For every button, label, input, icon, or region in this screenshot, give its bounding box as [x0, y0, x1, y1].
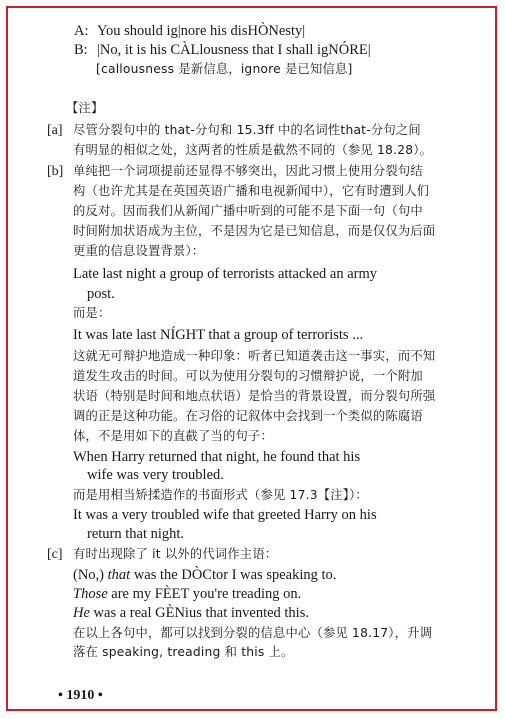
note-b-cont-line-5: 体，不是用如下的直截了当的句子： [73, 429, 273, 443]
pronoun-example-1-rest: was the DÒCtor I was speaking to. [130, 567, 337, 583]
note-c-end-line-1: 在以上各句中，都可以找到分裂的信息中心（参见 18.17），升调 [73, 626, 433, 640]
pronoun-example-3 [73, 606, 309, 621]
example-b-label: B: [74, 42, 88, 58]
note-a-line-2: 有明显的相似之处，这两者的性质是截然不同的（参见 18.28）。 [73, 143, 433, 157]
example-sentence-3-line-2: wife was very troubled. [87, 467, 224, 483]
example-sentence-2: It was late last NÍGHT that a group of terrorists ... [73, 327, 364, 343]
note-b-cont-line-6: 而是用相当矫揉造作的书面形式（参见 17.3【注】）： [73, 488, 368, 502]
page-number: • 1910 • [58, 688, 103, 703]
pronoun-example-2-pronoun: Those [73, 586, 108, 602]
note-a-label: [a] [47, 123, 63, 138]
note-b-line-4: 时间附加状语成为主位，不是因为它是已知信息，而是仅仅为后面 [73, 224, 436, 238]
pronoun-example-3-pronoun: He [73, 605, 90, 621]
er-shi-label: 而是： [73, 306, 111, 320]
pronoun-example-2 [73, 587, 301, 602]
pronoun-example-1-pre: (No,) [73, 567, 108, 583]
pronoun-example-2-rest: are my FÈET you're treading on. [107, 586, 302, 602]
note-b-cont-line-3: 状语（特别是时间和地点状语）是恰当的背景设置，而分裂句所强 [73, 389, 436, 403]
pronoun-example-1 [73, 568, 336, 583]
note-b-line-5: 更重的信息设置背景）： [73, 244, 205, 258]
note-c-label: [c] [47, 547, 63, 562]
note-c-intro: 有时出现除了 it 以外的代词作主语： [73, 547, 278, 561]
example-note: [callousness 是新信息，ignore 是已知信息] [96, 62, 353, 76]
note-b-cont-line-1: 这就无可辩护地造成一种印象：听者已知道袭击这一事实，而不知 [73, 349, 436, 363]
note-b-line-2: 构（也许尤其是在英国英语广播和电视新闻中），它有时遭到人们 [73, 184, 430, 198]
example-a-text: You should ig|nore his disHÒNesty| [97, 23, 306, 39]
note-b-line-3: 的反对。因而我们从新闻广播中听到的可能不是下面一句（句中 [73, 204, 423, 218]
note-b-cont-line-2: 道发生攻击的时间。可以为使用分裂句的习惯辩护说，一个附加 [73, 369, 423, 383]
notes-heading: 【注】 [66, 101, 104, 115]
pronoun-example-3-rest: was a real GÈNius that invented this. [89, 605, 309, 621]
example-sentence-4-line-2: return that night. [87, 526, 185, 542]
note-b-cont-line-4: 调的正是这种功能。在习俗的记叙体中会找到一个类似的陈腐语 [73, 409, 423, 423]
example-sentence-4-line-1: It was a very troubled wife that greeted Harry on his [73, 507, 377, 523]
example-sentence-1-line-1: Late last night a group of terrorists attacked an army [73, 266, 377, 282]
example-sentence-3-line-1: When Harry returned that night, he found that his [73, 449, 361, 465]
example-b-text: |No, it is his CÀLlousness that I shall igNÓRE| [97, 42, 371, 58]
note-c-end-line-2: 落在 speaking, treading 和 this 上。 [73, 645, 294, 659]
note-a-line-1: 尽管分裂句中的 that-分句和 15.3ff 中的名词性that-分句之间 [73, 123, 421, 137]
pronoun-example-1-pronoun: that [107, 567, 131, 583]
note-b-label: [b] [47, 164, 64, 179]
example-a-label: A: [74, 23, 89, 39]
example-sentence-1-line-2: post. [87, 286, 115, 302]
note-b-line-1: 单纯把一个词项提前还显得不够突出，因此习惯上使用分裂句结 [73, 164, 423, 178]
